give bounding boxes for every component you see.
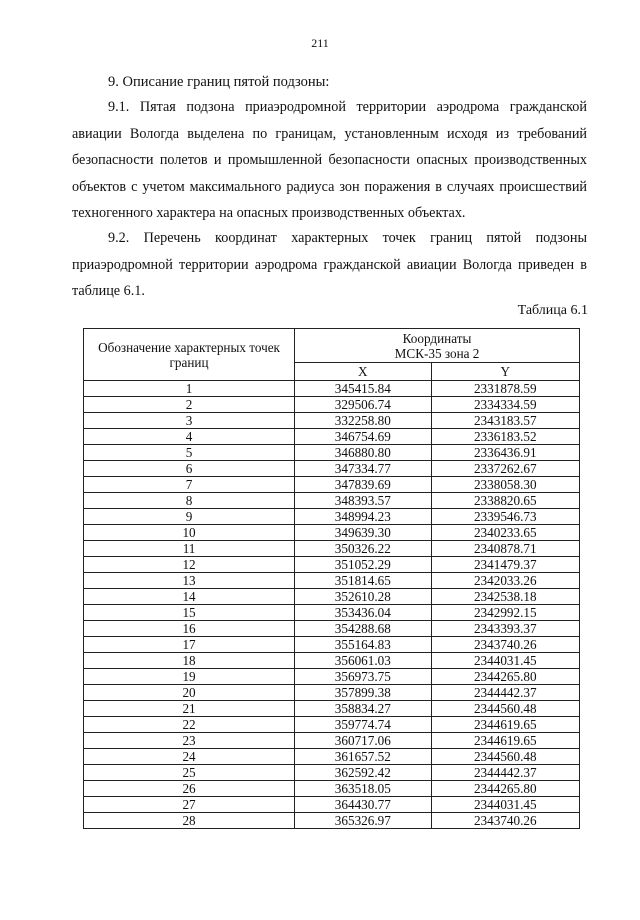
y-coordinate-cell: 2342033.26 <box>431 573 579 589</box>
y-coordinate-cell: 2341479.37 <box>431 557 579 573</box>
table-row <box>84 381 580 397</box>
table-row <box>84 493 580 509</box>
header-x: X <box>295 363 431 381</box>
table-row <box>84 701 580 717</box>
table-row <box>84 461 580 477</box>
table-row <box>84 685 580 701</box>
x-coordinate-cell: 345415.84 <box>295 381 431 397</box>
y-coordinate-cell: 2344560.48 <box>431 701 579 717</box>
point-number-cell: 1 <box>84 381 295 397</box>
page-number: 211 <box>311 36 329 50</box>
point-number-cell: 4 <box>84 429 295 445</box>
point-number-cell: 17 <box>84 637 295 653</box>
y-coordinate-cell: 2344442.37 <box>431 765 579 781</box>
point-number-cell: 11 <box>84 541 295 557</box>
y-coordinate-cell: 2342538.18 <box>431 589 579 605</box>
x-coordinate-cell: 352610.28 <box>295 589 431 605</box>
point-number-cell: 22 <box>84 717 295 733</box>
table-header-row <box>84 329 580 363</box>
point-number-cell: 10 <box>84 525 295 541</box>
table-row <box>84 445 580 461</box>
table-row <box>84 525 580 541</box>
y-coordinate-cell: 2340233.65 <box>431 525 579 541</box>
point-number-cell: 12 <box>84 557 295 573</box>
y-coordinate-cell: 2344619.65 <box>431 717 579 733</box>
point-number-cell: 7 <box>84 477 295 493</box>
y-coordinate-cell: 2344442.37 <box>431 685 579 701</box>
y-coordinate-cell: 2343740.26 <box>431 637 579 653</box>
point-number-cell: 25 <box>84 765 295 781</box>
paragraph-9-2: 9.2. Перечень координат характерных точек границ пятой подзоны приаэродромной территории аэродрома гражданской авиации Вологда приведен в таблице 6.1. <box>72 230 587 299</box>
x-coordinate-cell: 360717.06 <box>295 733 431 749</box>
point-number-cell: 9 <box>84 509 295 525</box>
y-coordinate-cell: 2344031.45 <box>431 653 579 669</box>
x-coordinate-cell: 346754.69 <box>295 429 431 445</box>
x-coordinate-cell: 356061.03 <box>295 653 431 669</box>
table-row <box>84 397 580 413</box>
table-row <box>84 413 580 429</box>
x-coordinate-cell: 364430.77 <box>295 797 431 813</box>
x-coordinate-cell: 355164.83 <box>295 637 431 653</box>
x-coordinate-cell: 347334.77 <box>295 461 431 477</box>
y-coordinate-cell: 2337262.67 <box>431 461 579 477</box>
y-coordinate-cell: 2331878.59 <box>431 381 579 397</box>
table-row <box>84 541 580 557</box>
x-coordinate-cell: 348393.57 <box>295 493 431 509</box>
y-coordinate-cell: 2344560.48 <box>431 749 579 765</box>
point-number-cell: 27 <box>84 797 295 813</box>
x-coordinate-cell: 361657.52 <box>295 749 431 765</box>
header-coordinates-group <box>295 329 580 363</box>
y-coordinate-cell: 2343393.37 <box>431 621 579 637</box>
table-body <box>84 381 580 829</box>
point-number-cell: 14 <box>84 589 295 605</box>
point-number-cell: 3 <box>84 413 295 429</box>
point-number-cell: 15 <box>84 605 295 621</box>
point-number-cell: 2 <box>84 397 295 413</box>
x-coordinate-cell: 332258.80 <box>295 413 431 429</box>
header-y: Y <box>431 363 579 381</box>
y-coordinate-cell: 2339546.73 <box>431 509 579 525</box>
table-row <box>84 477 580 493</box>
table-row <box>84 637 580 653</box>
point-number-cell: 19 <box>84 669 295 685</box>
header-coordinate-system: МСК-35 зона 2 <box>394 345 480 361</box>
point-number-cell: 18 <box>84 653 295 669</box>
y-coordinate-cell: 2336183.52 <box>431 429 579 445</box>
x-coordinate-cell: 357899.38 <box>295 685 431 701</box>
header-point-label: Обозначение характерных точек границ <box>84 329 295 381</box>
table-row <box>84 717 580 733</box>
table-row <box>84 781 580 797</box>
y-coordinate-cell: 2344265.80 <box>431 781 579 797</box>
table-row <box>84 797 580 813</box>
y-coordinate-cell: 2344031.45 <box>431 797 579 813</box>
table-row <box>84 509 580 525</box>
y-coordinate-cell: 2334334.59 <box>431 397 579 413</box>
x-coordinate-cell: 346880.80 <box>295 445 431 461</box>
x-coordinate-cell: 365326.97 <box>295 813 431 829</box>
table-row <box>84 605 580 621</box>
y-coordinate-cell: 2343183.57 <box>431 413 579 429</box>
x-coordinate-cell: 362592.42 <box>295 765 431 781</box>
y-coordinate-cell: 2336436.91 <box>431 445 579 461</box>
paragraph-9-1: 9.1. Пятая подзона приаэродромной территории аэродрома гражданской авиации Вологда выделена по границам, установленным исходя из требований безопасности полетов и промышленной безопасности опасных производственных объектов с учетом максимального радиуса зон поражения в случаях происшествий техногенного характера на опасных производственных объектах. <box>72 99 587 221</box>
x-coordinate-cell: 358834.27 <box>295 701 431 717</box>
table-row <box>84 813 580 829</box>
y-coordinate-cell: 2343740.26 <box>431 813 579 829</box>
point-number-cell: 23 <box>84 733 295 749</box>
x-coordinate-cell: 363518.05 <box>295 781 431 797</box>
x-coordinate-cell: 349639.30 <box>295 525 431 541</box>
x-coordinate-cell: 350326.22 <box>295 541 431 557</box>
table-row <box>84 429 580 445</box>
y-coordinate-cell: 2344265.80 <box>431 669 579 685</box>
point-number-cell: 20 <box>84 685 295 701</box>
table-row <box>84 749 580 765</box>
x-coordinate-cell: 351814.65 <box>295 573 431 589</box>
x-coordinate-cell: 347839.69 <box>295 477 431 493</box>
y-coordinate-cell: 2338058.30 <box>431 477 579 493</box>
point-number-cell: 13 <box>84 573 295 589</box>
table-row <box>84 669 580 685</box>
x-coordinate-cell: 329506.74 <box>295 397 431 413</box>
y-coordinate-cell: 2342992.15 <box>431 605 579 621</box>
table-row <box>84 733 580 749</box>
point-number-cell: 6 <box>84 461 295 477</box>
point-number-cell: 26 <box>84 781 295 797</box>
coordinates-table <box>83 328 580 829</box>
table-row <box>84 557 580 573</box>
table-row <box>84 765 580 781</box>
table-row <box>84 621 580 637</box>
table-row <box>84 589 580 605</box>
table-caption: Таблица 6.1 <box>517 303 588 318</box>
point-number-cell: 24 <box>84 749 295 765</box>
point-number-cell: 16 <box>84 621 295 637</box>
x-coordinate-cell: 351052.29 <box>295 557 431 573</box>
point-number-cell: 21 <box>84 701 295 717</box>
table-row <box>84 573 580 589</box>
y-coordinate-cell: 2338820.65 <box>431 493 579 509</box>
x-coordinate-cell: 356973.75 <box>295 669 431 685</box>
header-coordinates-title: Координаты <box>402 330 472 346</box>
x-coordinate-cell: 359774.74 <box>295 717 431 733</box>
point-number-cell: 28 <box>84 813 295 829</box>
y-coordinate-cell: 2340878.71 <box>431 541 579 557</box>
x-coordinate-cell: 353436.04 <box>295 605 431 621</box>
y-coordinate-cell: 2344619.65 <box>431 733 579 749</box>
table-row <box>84 653 580 669</box>
point-number-cell: 5 <box>84 445 295 461</box>
point-number-cell: 8 <box>84 493 295 509</box>
x-coordinate-cell: 348994.23 <box>295 509 431 525</box>
section-heading: 9. Описание границ пятой подзоны: <box>108 74 330 90</box>
x-coordinate-cell: 354288.68 <box>295 621 431 637</box>
